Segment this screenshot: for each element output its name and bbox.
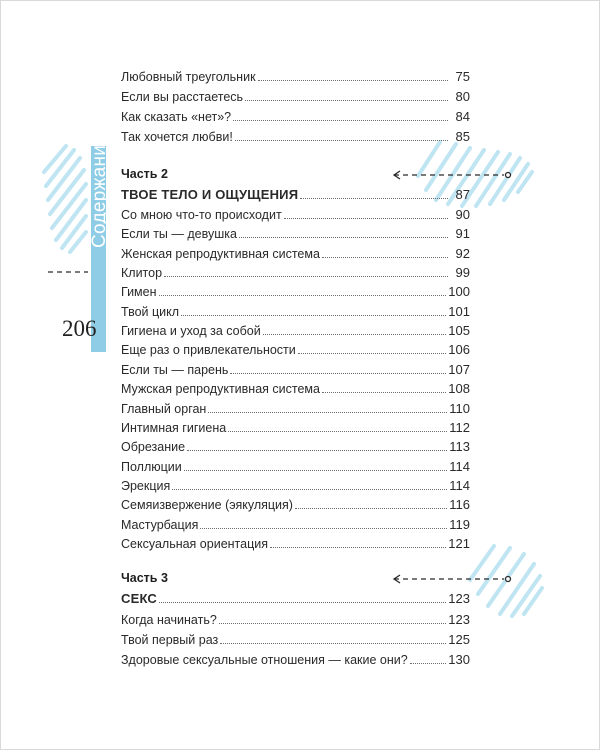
toc-entry[interactable]: Семяизвержение (эякуляция) 116 — [121, 497, 470, 513]
toc-entry[interactable]: Еще раз о привлекательности 106 — [121, 342, 470, 358]
toc-entry[interactable]: Гимен 100 — [121, 284, 470, 300]
toc-entry[interactable]: Поллюции 114 — [121, 458, 470, 474]
hatch-left — [44, 146, 86, 252]
toc-part-title[interactable]: СЕКС 123 — [121, 591, 470, 606]
toc-entry[interactable]: Эрекция 114 — [121, 477, 470, 493]
toc-entry[interactable]: Мужская репродуктивная система 108 — [121, 381, 470, 397]
toc-entry[interactable]: Если ты — девушка 91 — [121, 226, 470, 242]
toc-entry[interactable]: Твой первый раз 125 — [121, 632, 470, 647]
toc-entry[interactable]: Со мною что-то происходит 90 — [121, 207, 470, 222]
part-heading: Часть 2 — [121, 167, 168, 181]
toc-entry[interactable]: Сексуальная ориентация 121 — [121, 535, 470, 551]
toc-entry[interactable]: Твой цикл 101 — [121, 303, 470, 319]
toc-entry[interactable]: Здоровые сексуальные отношения — какие они? 130 — [121, 652, 470, 667]
toc-entry[interactable]: Гигиена и уход за собой 105 — [121, 323, 470, 339]
toc-entry[interactable]: Интимная гигиена 112 — [121, 419, 470, 435]
toc-part-title[interactable]: ТВОЕ ТЕЛО И ОЩУЩЕНИЯ 87 — [121, 187, 470, 202]
section-side-title: Содержание — [89, 133, 110, 248]
toc-entry[interactable]: Так хочется любви! 85 — [121, 129, 470, 144]
toc-entry[interactable]: Как сказать «нет»? 84 — [121, 109, 470, 124]
part-heading: Часть 3 — [121, 571, 168, 585]
toc-entry[interactable]: Если ты — парень 107 — [121, 361, 470, 377]
arrow-part3 — [394, 575, 511, 583]
toc-entry[interactable]: Когда начинать? 123 — [121, 612, 470, 627]
page-number: 206 — [62, 316, 97, 341]
toc-entry[interactable]: Если вы расстаетесь 80 — [121, 89, 470, 104]
toc-entry[interactable]: Обрезание 113 — [121, 439, 470, 455]
toc-entry[interactable]: Главный орган 110 — [121, 400, 470, 416]
toc-entry[interactable]: Любовный треугольник 75 — [121, 69, 470, 84]
toc-entry[interactable]: Клитор 99 — [121, 265, 470, 281]
toc-entry[interactable]: Мастурбация 119 — [121, 516, 470, 532]
toc-entry[interactable]: Женская репродуктивная система 92 — [121, 245, 470, 261]
